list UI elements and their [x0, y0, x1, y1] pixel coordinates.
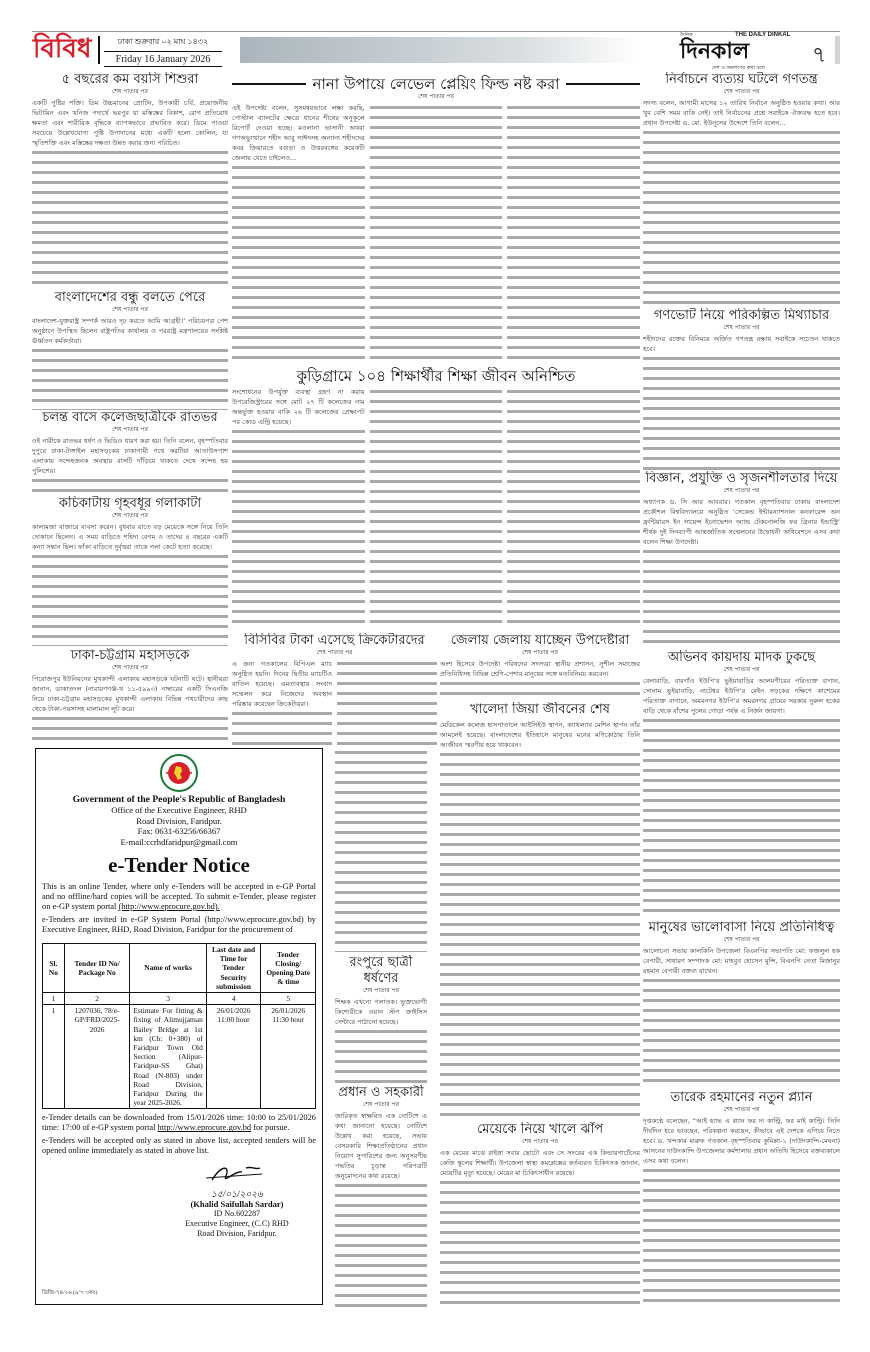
text-column: [32, 522, 228, 646]
story-columns: [643, 1116, 840, 1308]
signer-office: Road Division, Faridpur.: [197, 1229, 277, 1239]
story-columns: [32, 316, 228, 410]
story: [643, 72, 840, 307]
story-body: এক মেয়ের মাঝে রাইস্না সবার ছোটো এবং সে সদরের এক কিন্ডারগার্টেনের কেজি স্কুলের শিক্ষার্থী। উপজেলা স্বাস্থ্য কমপ্লেক্সের কর্তব্যরত চিকিৎসক জানান, মেয়েটির মৃত্যু হয়েছে। মেয়ের মা চিকিৎসাধীন রয়েছে।: [440, 1149, 640, 1177]
story-columns: [643, 497, 840, 649]
body-text-lines: [440, 1178, 640, 1308]
text-column: [32, 98, 228, 287]
story-columns: [32, 522, 228, 646]
story-columns: [32, 98, 228, 287]
th-security: Last date and Time for Tender Security submission: [206, 944, 261, 993]
story-columns: [643, 676, 840, 918]
continued-label: শেষ পাতার পর: [723, 936, 760, 943]
headline[interactable]: [232, 367, 640, 385]
headline-text: বিসিবির টাকা এসেছে ক্রিকেটারদের: [244, 633, 425, 648]
tender-download: [42, 1113, 316, 1133]
story-columns: [335, 1111, 427, 1307]
story: [440, 1122, 640, 1308]
text-column: [370, 103, 503, 365]
tender-government: Government of the People's Republic of Bangladesh: [72, 794, 286, 805]
headline[interactable]: [232, 75, 640, 93]
headline-text: নানা উপায়ে লেভেল প্লেয়িং ফিল্ড নষ্ট করা: [312, 75, 560, 93]
continued-label: শেষ পাতার পর: [363, 1101, 399, 1108]
story-body: আলোচনা সভায় কালকিনি উপজেলা বিএনপির সভাপতি মো: ফজলুল হক বেপারী, সাধারণ সম্পাদক মো: মাহবুব হোসেন মুন্সি, বিএনপি নেতা মিজানুর রহমান বেপারী বক্তব্য রাখেন।: [643, 947, 840, 975]
text-column: [643, 98, 840, 307]
story-columns: [643, 334, 840, 471]
paper-logo: দিনকাল: [680, 39, 750, 64]
tender-invite: e-Tenders are invited in e-GP System Portal (http://www.eprocure.gov.bd) by Executive Engineer, RHD, Road Division, Faridpur for the procurement of: [42, 915, 316, 934]
th-tender-id: Tender ID No/ Package No: [64, 944, 130, 993]
story-body: এ জন্য গতকালের বিপিএল ম্যাচ অনুষ্ঠিত হয়নি। দিনের দ্বিতীয় ম্যাচটিও বাতিল হয়েছে। এমতাবস্থায় সংবাদ সম্মেলন করে নিজেদের অবস্থান পরিষ্কার করেছেন ক্রিকেটাররা।: [232, 660, 332, 708]
story-columns: [643, 946, 840, 1088]
body-text-lines: [643, 354, 840, 471]
continued-label: শেষ পাতার পর: [112, 664, 148, 671]
story-columns: [643, 98, 840, 307]
tender-title: e-Tender Notice: [108, 853, 250, 877]
top-rule: [32, 31, 840, 32]
headline[interactable]: [643, 471, 840, 487]
headline[interactable]: [440, 633, 640, 649]
headline[interactable]: [335, 955, 427, 987]
headline[interactable]: [643, 650, 840, 666]
continued-label: শেষ পাতার পর: [723, 1106, 760, 1113]
story-columns: [32, 436, 228, 496]
header-band: [240, 37, 640, 63]
text-column: [643, 334, 840, 471]
story-body: অধ্যাপক ড. সি আর আবরার। গতকাল বৃহস্পতিবার ঢাকায় বাংলাদেশ প্রকৌশল বিশ্ববিদ্যালয়ে অনুষ্ঠিত ‘সেকেন্ড ইন্টারন্যাশনাল কনফারেন্স অন ফ্রন্টিয়ারস ইন সায়েন্স ইনোভেশন অ্যান্ড টেকনোলজি ফর গ্রিনার ইন্ডাস্ট্রি’ শীর্ষক দুই দিনব্যাপী আন্তর্জাতিক সম্মেলনের উদ্বোধনী অধিবেশনে এসব কথা বলেন শিক্ষা উপদেষ্টা।: [643, 498, 840, 546]
story: [440, 702, 640, 1120]
th-sl: Sl. No: [43, 944, 65, 993]
text-column: [507, 387, 640, 629]
table-row: [43, 1005, 316, 1109]
text-column: [643, 946, 840, 1088]
story-body: পিরোজপুর ইউনিয়নের মুখকান্দী এলাকায় মহাসড়কে ঘটনাটি ঘটে। স্থানীয়রা জানান, ডাকাতদল (নারায়ণগঞ্জ-থ ১১-৫৯৯৩) নাম্বারের একটি সিএনজি নিয়ে ঢাকা-চট্টগ্রাম মহাসড়কের মুখকান্দী এলাকায় বিভিন্ন পথচারীদের কাছ থেকে টাকা-পয়সাসহ মালামাল লুট করে।: [32, 675, 228, 713]
date-english: Friday 16 January 2026: [104, 52, 222, 67]
body-text-lines: [507, 103, 640, 365]
signature-date: ১৫/০১/২০২৬: [211, 1189, 263, 1200]
text-column: [643, 676, 840, 918]
body-text-lines: [370, 387, 503, 629]
headline[interactable]: [643, 920, 840, 936]
signature-icon: [202, 1162, 272, 1186]
story: [643, 308, 840, 471]
text-column: [440, 720, 640, 1120]
text-column: [32, 674, 228, 742]
continued-label: শেষ পাতার পর: [112, 512, 148, 519]
story-columns: [232, 659, 437, 745]
body-text-lines: [32, 714, 228, 742]
story: [643, 920, 840, 1088]
story: [643, 1090, 840, 1308]
continued-label: শেষ পাতার পর: [112, 426, 148, 433]
body-text-lines: [335, 1027, 427, 1083]
section-logo: বিবিধ: [33, 34, 92, 64]
body-text-lines: [643, 716, 840, 918]
headline[interactable]: [440, 1122, 640, 1138]
story-body: ওই নারীকে রাতভর ধর্ষণ ও ভিডিও ধারণ করা হয়। তিনি বলেন, বৃহস্পতিবার দুপুরে ঢাকা-টাঙ্গাইল মহাসড়কের ঢাকাগামী পথে করটিয়া আতাউসপাশ এলাকায় সন্দেহজনক অবস্থায় বাসটি দাঁড়িয়ে থাকতে দেখে সন্দেহ হয় পুলিশের।: [32, 437, 228, 475]
story-columns: [440, 659, 640, 701]
continued-label: শেষ পাতার পর: [522, 1138, 558, 1145]
headline[interactable]: [643, 72, 840, 88]
story-body: অংশ হিসেবে উপদেষ্টা পরিষদের সদস্যরা স্থানীয় প্রশাসন, সুশীল সমাজের প্রতিনিধিসহ বিভিন্ন শ্রেণি-পেশার মানুষের সঙ্গে মতবিনিময় করবেন।: [440, 660, 640, 678]
headline-text: মেয়েকে নিয়ে খালে ঝাঁপ: [476, 1122, 604, 1137]
headline-text: প্রধান ও সহকারী: [338, 1085, 424, 1100]
text-column: [32, 436, 228, 496]
tender-table: [42, 943, 316, 1109]
signer-title: Executive Engineer, (C.C) RHD: [185, 1219, 289, 1229]
text-column: [643, 1116, 840, 1308]
story-continuation: [335, 748, 427, 952]
headline-text: মানুষের ভালোবাসা নিয়ে প্রতিনিধিত্ব: [648, 920, 835, 935]
date-box: [104, 36, 222, 67]
headline-text: ৫ বছরের কম বয়সি শিশুরা: [61, 72, 199, 87]
body-text-lines: [507, 387, 640, 629]
text-column: [507, 103, 640, 365]
story-body: দৃপ্তকণ্ঠে বলেছেন, “আই হ্যাভ এ প্ল্যান ফর দ্য কান্ট্রি, ফর মাই কান্ট্রি। তিনি দীর্ঘদিন ধরে ভাবছেন, পরিকল্পনা করছেন, কীভাবে এই দেশকে এগিয়ে নিতে হবে। ড. খন্দকার মারুফ গতকাল বৃহস্পতিবার কুমিল্লা-১ (দাউদকান্দি-মেঘনা) আসনের দাউদকান্দি উপজেলার কর্মশালায় প্রধান অতিথি হিসেবে বক্তব্যকালে এসব কথা বলেন।: [643, 1117, 840, 1165]
continued-label: শেষ পাতার পর: [418, 93, 454, 100]
body-text-lines: [643, 1166, 840, 1308]
story-body: জারিকৃত স্বাক্ষরিত এক নোটিশে এ কথা জানানো হয়েছে। নোটিশে উল্লেখ করা হয়েছে, সভায় বেসরকারি শিক্ষাপ্রতিষ্ঠানের প্রধান নিয়োগ সুপারিশের জন্য অনুসরণীয় পদ্ধতির চূড়ান্ত পরিপত্রটি অনুমোদনের কথা রয়েছে।: [335, 1112, 427, 1180]
body-text-lines: [643, 128, 840, 307]
continued-label: শেষ পাতার পর: [723, 88, 760, 95]
divider: [98, 36, 100, 64]
headline-text: চলন্ত বাসে কলেজছাত্রীকে রাতভর: [42, 410, 218, 425]
continued-label: শেষ পাতার পর: [723, 487, 760, 494]
body-text-lines: [232, 709, 332, 745]
col-number: 3: [130, 993, 206, 1005]
cell-closing: 26/01/2026 11:30 hour: [261, 1005, 316, 1109]
story-body: কালামজা বাজারে ব্যবসা করেন। বুধবার রাতে বড় মেয়েকে সঙ্গে নিয়ে তিনি দোকানে ছিলেন। এ সময় বাড়িতে শহিদা বেগম ও তাদের ৪ বছরের একটি কন্যা সন্তান ছিল। ফাঁকা বাড়িতে দুর্বৃত্তরা তাকে গলা কেটে হত্যা করেছে।: [32, 523, 228, 551]
body-text-lines: [335, 1181, 427, 1307]
tender-notice: [35, 748, 323, 1305]
text-column: [32, 316, 228, 410]
eprocure-link[interactable]: (http://www.eprocure.gov.bd).: [118, 902, 220, 911]
headline[interactable]: [32, 72, 228, 88]
headline-text: গণভোট নিয়ে পরিকল্পিত মিথ্যাচার: [653, 308, 830, 323]
headline[interactable]: [440, 702, 640, 718]
tender-intro: [42, 882, 316, 912]
headline[interactable]: [32, 496, 228, 512]
story-columns: [335, 997, 427, 1083]
story: [440, 633, 640, 701]
story-body: শহীদদের রক্তের বিনিময়ে অর্জিত গণতন্ত্র রক্ষায় সবাইকে সচেতন থাকতে হবে।: [643, 335, 840, 353]
body-text-lines: [232, 427, 365, 629]
headline-text: নির্বাচনে ব্যত্যয় ঘটলে গণতন্ত্র: [665, 72, 818, 87]
headline[interactable]: [643, 308, 840, 324]
col-number: 2: [64, 993, 130, 1005]
body-text-lines: [337, 659, 437, 745]
paper-prefix: দৈনিক: [680, 32, 693, 38]
text-column: [643, 497, 840, 649]
tender-fax: Fax: 0631-63256/66367: [137, 826, 221, 836]
headline-text: ঢাকা-চট্টগ্রাম মহাসড়কে: [70, 648, 190, 663]
headline-text: কচিকাটায় গৃহবধূর গলাকাটা: [58, 496, 202, 511]
government-emblem-icon: [159, 753, 199, 793]
story-body: বেলাবাড়ি, বারগাঁও ইউপি’র ভুইয়াবাড়ির আলমগীরের পরিত্যক্ত বাগান, সোনাম ভুইয়াবাড়ি, নাটেশ্বর ইউপি’র মেইন সড়কের দক্ষিণে কাশেমের পরিত্যক্ত বাগানে, অমরনগর ইউপি’র অমরনগর গ্রামের সরকার নুরুল হকের বাড়ি থেকে বাঁশের পুলের গোড়া পর্যন্ত এ নির্জন জায়গা।: [643, 677, 840, 715]
story: [335, 1085, 427, 1307]
headline[interactable]: [32, 290, 228, 306]
text-column: [337, 659, 437, 745]
body-text-lines: [643, 976, 840, 1088]
download-text-end: for pursue.: [253, 1123, 290, 1133]
story: [32, 290, 228, 410]
story: [643, 650, 840, 918]
paper-english-name: THE DAILY DINKAL: [735, 32, 791, 38]
eprocure-link[interactable]: http://www.eprocure.gov.bd: [157, 1123, 252, 1133]
body-text-lines: [440, 750, 640, 1120]
story-body: শিক্ষক এখনো পলাতক। ভুক্তভোগী কিশোরীকে ওয়ান স্টপ ক্রাইসিস সেন্টারে পাঠানো হয়েছে।: [335, 998, 427, 1026]
story-body: সংশোধনের উপর্যুক্ত ব্যবস্থা গ্রহণ না করায় উপরেজিস্ট্রারের সঙ্গে মোট ২৭ টি কলেজের নাম অন্তর্ভুক্ত হওয়ায় বাকি ২৬ টি কলেজের প্রেক্ষাপট পর কোড এন্ট্রি হয়েছে।: [232, 388, 365, 426]
story-columns: [440, 1148, 640, 1308]
headline[interactable]: [335, 1085, 427, 1101]
body-text-lines: [32, 346, 228, 410]
story: [643, 471, 840, 649]
headline-text: খালেদা জিয়া জীবনের শেষ: [470, 702, 610, 717]
download-text: e-Tender details can be downloaded from 15/01/2026 time: 10:00 to 25/01/2026 time: 17:00 of e-GP system portal: [42, 1113, 316, 1133]
story-body: সদস্য বলেন, আগামী মাসের ১২ তারিখ নির্বাচন অনুষ্ঠিত হওয়ার কথা। আর খুব বেশি সময় বাকি নেই। তাই নির্বাচনের প্রশ্নে সবাইকে ঐক্যবদ্ধ হতে হবে। প্রধান উপদেষ্টা ড. মো. ইউনূসের উদ্দেশে তিনি বলেন...: [643, 99, 840, 127]
tender-intro-text: This is an online Tender, where only e-Tenders will be accepted in e-GP Portal and no offline/hard copies will be accepted. To submit e-Tender, please register on e-GP system portal: [42, 882, 316, 911]
story-columns: [232, 387, 640, 629]
body-text-lines: [370, 103, 503, 365]
story: [232, 75, 640, 365]
story-columns: [440, 720, 640, 1120]
header-edge-bar: [835, 36, 840, 64]
text-column: [335, 997, 427, 1083]
text-column: [370, 387, 503, 629]
body-text-lines: [32, 148, 228, 287]
headline-text: অভিনব কায়দায় মাদক ঢুকছে: [667, 650, 816, 665]
story-columns: [232, 103, 640, 365]
story-body: একটি পুষ্টির শক্তি। ডিম উচ্চমানের প্রোটিন, উপকারী চর্বি, প্রয়োজনীয় ভিটামিন এবং খনিজ পদার্থে ভরপুর যা মস্তিষ্কের বিকাশ, রোগ প্রতিরোধ ক্ষমতা এবং শারীরিক বৃদ্ধিকে ব্যাপকভাবে প্রভাবিত করে। ডিমে পাওয়া সবচেয়ে উল্লেখযোগ্য পুষ্টি উপাদানের মধ্যে একটি হলো কোলিন, যা স্মৃতিশক্তি এবং মস্তিষ্কের দক্ষতা উন্নত করার জন্য পরিচিত।: [32, 99, 228, 147]
col-number: 1: [43, 993, 65, 1005]
signer-name: (Khalid Saifullah Sardar): [190, 1199, 284, 1210]
date-bengali: ঢাকা শুক্রবার ০২ মাঘ ১৪৩২: [104, 36, 222, 52]
story-body: মেডিকেল কলেজ হাসপাতালে আইসিইউ স্থাপন, ক্যাথল্যাব মেশিন স্থাপন তাঁর আমলেই হয়েছে। বাংলাদেশের ইতিহাসে মানুষের মনের মণিকোঠায় তিনি আজীবন স্মরণীয় হয়ে থাকবেন।: [440, 721, 640, 749]
cell-security: 26/01/2026 11:00 hour: [206, 1005, 261, 1109]
story: [32, 648, 228, 742]
story: [335, 955, 427, 1083]
body-text-lines: [643, 547, 840, 649]
story: [232, 633, 437, 745]
col-number: 5: [261, 993, 316, 1005]
text-column: [232, 387, 365, 629]
body-text-lines: [440, 679, 640, 701]
continued-label: শেষ পাতার পর: [316, 649, 353, 656]
headline-text: জেলায় জেলায় যাচ্ছেন উপদেষ্টারা: [450, 633, 630, 648]
text-column: [232, 103, 365, 365]
story: [32, 410, 228, 496]
col-number: 4: [206, 993, 261, 1005]
paper-tagline: দেশ ও জনগণের কথা বলে: [712, 65, 765, 71]
page-number: ৭: [812, 43, 827, 68]
headline[interactable]: [232, 633, 437, 649]
continued-label: শেষ পাতার পর: [522, 649, 558, 656]
story: [32, 496, 228, 646]
th-works: Name of works: [130, 944, 206, 993]
body-text-lines: [32, 476, 228, 496]
story-columns: [32, 674, 228, 742]
tender-office: Office of the Executive Engineer, RHD: [111, 805, 247, 815]
headline-text: বাংলাদেশের বন্ধু বলতে পেরে: [54, 290, 206, 305]
tender-email: E-mail:ccrhdfaridpur@gmail.com: [120, 836, 238, 847]
headline[interactable]: [643, 1090, 840, 1106]
text-column: [335, 1111, 427, 1307]
continued-label: শেষ পাতার পর: [363, 987, 399, 994]
story-body: বাংলাদেশ-যুক্তরাষ্ট্র সম্পর্ক আরও দৃঢ় করতে আমি আগ্রহী।’ পরিচয়পত্র পেশ অনুষ্ঠানে উপস্থিত ছিলেন রাষ্ট্রপতির কার্যালয় ও পররাষ্ট্র মন্ত্রণালয়ের সংশ্লিষ্ট ঊর্ধ্বতন কর্মকর্তারা।: [32, 317, 228, 345]
headline[interactable]: [32, 648, 228, 664]
headline-text: বিজ্ঞান, প্রযুক্তি ও সৃজনশীলতার দিয়ে: [645, 471, 838, 486]
headline-text: তারেক রহমানের নতুন প্ল্যান: [670, 1090, 813, 1105]
text-column: [232, 659, 332, 745]
text-column: [440, 659, 640, 701]
continued-label: শেষ পাতার পর: [723, 666, 760, 673]
tender-accepted: e-Tenders will be accepted only as stated in above list, accepted tenders will be opened online immediately as stated in above list.: [42, 1136, 316, 1156]
headline[interactable]: [32, 410, 228, 426]
story: [32, 72, 228, 287]
continued-label: শেষ পাতার পর: [112, 306, 148, 313]
signature-block: [162, 1162, 312, 1239]
signer-id: ID No.602287: [213, 1209, 261, 1219]
story: [232, 367, 640, 629]
body-text-lines: [32, 552, 228, 646]
story-body: এই উপদেষ্টা বলেন, সুসমন্বয়ভাবে লক্ষ্য করছি, পোস্টাল ব্যালটের ক্ষেত্রে ধানের শীষের অনুকূলে রিপোর্ট দেওয়া হচ্ছে। মওলানা ভাসানী অথবা গণঅভ্যুত্থানে শহীদ আবু সাঈদসহ অন্যান্য শহীদদের কবর জিয়ারতে বগুড়া ও উত্তরবঙ্গের কয়েকটি জেলায় যেতে চাইলেও...: [232, 104, 365, 162]
cell-tender-id: 1207036, 78/e-GP/FRD/2025-2026: [64, 1005, 130, 1109]
headline-text: রংপুরে ছাত্রী ধর্ষণের: [349, 955, 413, 986]
th-closing: Tender Closing/ Opening Date & time: [261, 944, 316, 993]
headline-text: কুড়িগ্রামে ১০৪ শিক্ষার্থীর শিক্ষা জীবন অনিশ্চিত: [296, 367, 576, 385]
continued-label: শেষ পাতার পর: [112, 88, 148, 95]
cell-sl: 1: [43, 1005, 65, 1109]
cell-works: Estimate For fitting & fixing of Alimujjaman Bailey Bridge at 1st km (Ch: 0+380) of Faridpur Town Old Section (Alipur-Faridpur-SS Ghat) Road (N-803) under Road Division, Faridpur During the year 2025-2026.: [130, 1005, 206, 1109]
text-column: [440, 1148, 640, 1308]
tender-division: Road Division, Faridpur.: [136, 815, 222, 826]
ad-code: ডিজি-৭৪/২৬ (৯"× ৩কঃ): [42, 1290, 98, 1296]
body-text-lines: [335, 748, 427, 952]
body-text-lines: [232, 163, 365, 365]
continued-label: শেষ পাতার পর: [723, 324, 760, 331]
